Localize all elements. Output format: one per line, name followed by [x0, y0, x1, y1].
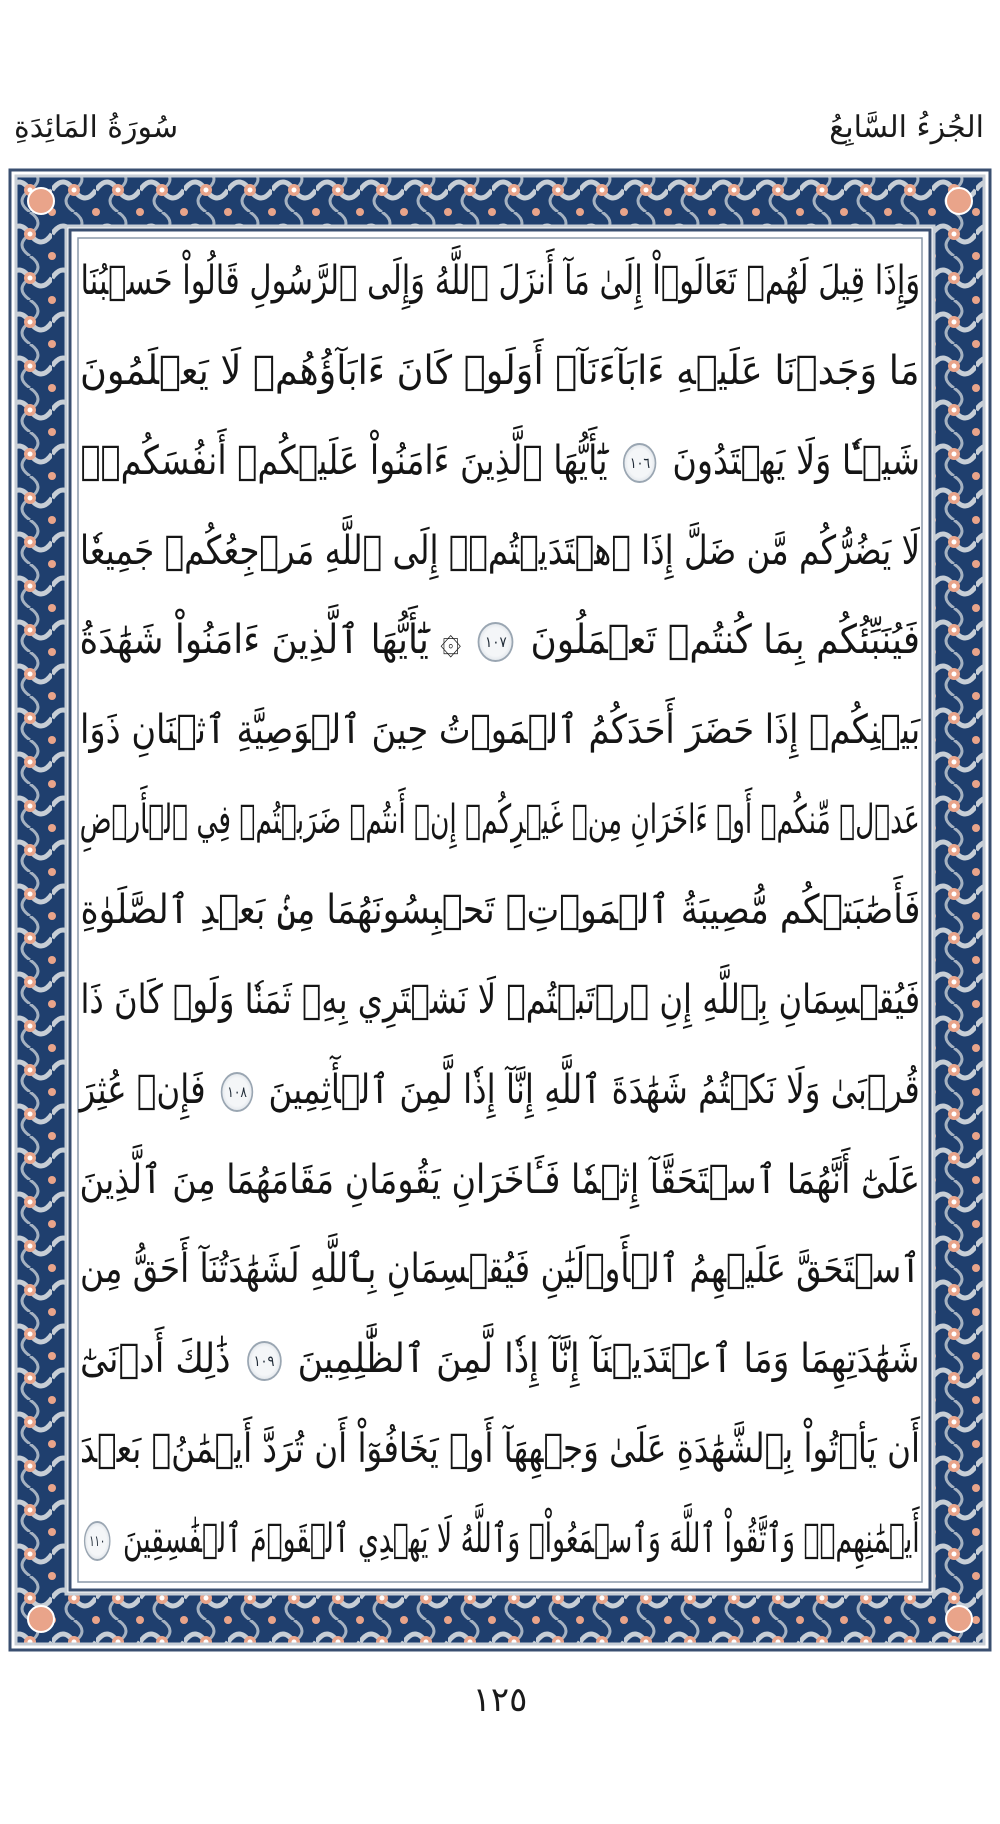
page-header — [0, 0, 1000, 170]
text-line — [76, 955, 924, 1045]
line-content — [80, 700, 920, 760]
verse-text: شَيۡـٔٗا وَلَا يَهۡتَدُونَ — [672, 437, 920, 484]
line-content — [80, 431, 920, 491]
line-content — [80, 521, 920, 581]
text-line — [76, 775, 924, 865]
text-line — [76, 1225, 924, 1315]
text-line — [76, 1135, 924, 1225]
verse-text: عَدۡلٖ مِّنكُمۡ أَوۡ ءَاخَرَانِ مِنۡ غَيۡرِكُمۡ إِنۡ أَنتُمۡ ضَرَبۡتُمۡ فِي ٱلۡأَرۡضِ — [79, 797, 921, 844]
verse-text: عَلَىٰٓ أَنَّهُمَا ٱسۡتَحَقَّآ إِثۡمٗا فَـَٔاخَرَانِ يَقُومَانِ مَقَامَهُمَا مِنَ ٱلَّذِينَ — [79, 1156, 921, 1203]
verse-text: وَإِذَا قِيلَ لَهُمۡ تَعَالَوۡاْ إِلَىٰ مَآ أَنزَلَ ٱللَّهُ وَإِلَى ٱلرَّسُولِ قَالُواْ حَسۡبُنَا — [80, 257, 920, 304]
verse-text: ۞ يَٰٓأَيُّهَا ٱلَّذِينَ ءَامَنُواْ شَهَٰدَةُ — [79, 617, 462, 664]
text-line — [76, 416, 924, 506]
line-content — [80, 341, 920, 401]
text-line — [76, 1045, 924, 1135]
verse-text: فَيُنَبِّئُكُم بِمَا كُنتُمۡ تَعۡمَلُونَ — [530, 617, 921, 664]
line-content — [80, 1509, 920, 1569]
verse-text: فَأَصَٰبَتۡكُم مُّصِيبَةُ ٱلۡمَوۡتِۚ تَحۡبِسُونَهُمَا مِنۢ بَعۡدِ ٱلصَّلَوٰةِ — [80, 886, 920, 933]
verse-text: بَيۡنِكُمۡ إِذَا حَضَرَ أَحَدَكُمُ ٱلۡمَوۡتُ حِينَ ٱلۡوَصِيَّةِ ٱثۡنَانِ ذَوَا — [79, 707, 921, 754]
text-line — [76, 865, 924, 955]
verse-text: قُرۡبَىٰ وَلَا نَكۡتُمُ شَهَٰدَةَ ٱللَّهِ إِنَّآ إِذٗا لَّمِنَ ٱلۡأٓثِمِينَ — [268, 1066, 921, 1113]
verse-text: شَهَٰدَتِهِمَا وَمَا ٱعۡتَدَيۡنَآ إِنَّآ إِذٗا لَّمِنَ ٱلظَّٰلِمِينَ — [297, 1336, 920, 1383]
quran-text-block — [76, 236, 924, 1584]
line-content — [80, 1239, 920, 1299]
verse-text: أَن يَأۡتُواْ بِٱلشَّهَٰدَةِ عَلَىٰ وَجۡهِهَآ أَوۡ يَخَافُوٓاْ أَن تُرَدَّ أَيۡمَٰنُۢ بَعۡدَ — [79, 1426, 921, 1473]
line-content — [80, 790, 920, 850]
line-content — [80, 1150, 920, 1210]
line-content — [80, 880, 920, 940]
verse-text: مَا وَجَدۡنَا عَلَيۡهِ ءَابَآءَنَآۚ أَوَلَوۡ كَانَ ءَابَآؤُهُمۡ لَا يَعۡلَمُونَ — [80, 347, 920, 394]
ayah-number-marker: ١١٠ — [84, 1521, 111, 1561]
line-content — [80, 1329, 920, 1389]
line-content — [80, 610, 920, 670]
page-number: ١٢٥ — [472, 1680, 528, 1720]
line-content — [80, 1060, 920, 1120]
verse-text: أَيۡمَٰنِهِمۡۗ وَٱتَّقُواْ ٱللَّهَ وَٱسۡمَعُواْۗ وَٱللَّهُ لَا يَهۡدِي ٱلۡقَوۡمَ ٱلۡفَٰسِقِينَ — [123, 1516, 920, 1563]
verse-text: ذَٰلِكَ أَدۡنَىٰٓ — [80, 1336, 231, 1383]
text-line — [76, 506, 924, 596]
surah-title: سُورَةُ المَائِدَةِ — [14, 110, 179, 145]
verse-text: يَٰٓأَيُّهَا ٱلَّذِينَ ءَامَنُواْ عَلَيۡكُمۡ أَنفُسَكُمۡۖ — [80, 437, 608, 484]
text-line — [76, 1494, 924, 1584]
line-content — [80, 970, 920, 1030]
line-content — [80, 1419, 920, 1479]
ayah-number-marker: ١٠٨ — [221, 1072, 253, 1112]
line-content — [80, 251, 920, 311]
verse-text: لَا يَضُرُّكُم مَّن ضَلَّ إِذَا ٱهۡتَدَيۡتُمۡۚ إِلَى ٱللَّهِ مَرۡجِعُكُمۡ جَمِيعٗا — [79, 527, 921, 574]
page-footer — [0, 1660, 1000, 1740]
text-line — [76, 326, 924, 416]
verse-text: ٱسۡتَحَقَّ عَلَيۡهِمُ ٱلۡأَوۡلَيَٰنِ فَيُقۡسِمَانِ بِٱللَّهِ لَشَهَٰدَتُنَآ أَحَقُّ مِن — [79, 1246, 921, 1293]
ayah-number-marker: ١٠٦ — [623, 443, 656, 483]
text-line — [76, 685, 924, 775]
text-line — [76, 1314, 924, 1404]
ayah-number-marker: ١٠٩ — [247, 1341, 282, 1381]
ayah-number-marker: ١٠٧ — [478, 622, 514, 662]
juz-title: الجُزءُ السَّابِعُ — [829, 110, 984, 145]
verse-text: فَيُقۡسِمَانِ بِٱللَّهِ إِنِ ٱرۡتَبۡتُمۡ لَا نَشۡتَرِي بِهِۦ ثَمَنٗا وَلَوۡ كَانَ ذَا — [80, 976, 920, 1023]
text-line — [76, 236, 924, 326]
verse-text: فَإِنۡ عُثِرَ — [79, 1066, 206, 1113]
text-line — [76, 595, 924, 685]
text-line — [76, 1404, 924, 1494]
